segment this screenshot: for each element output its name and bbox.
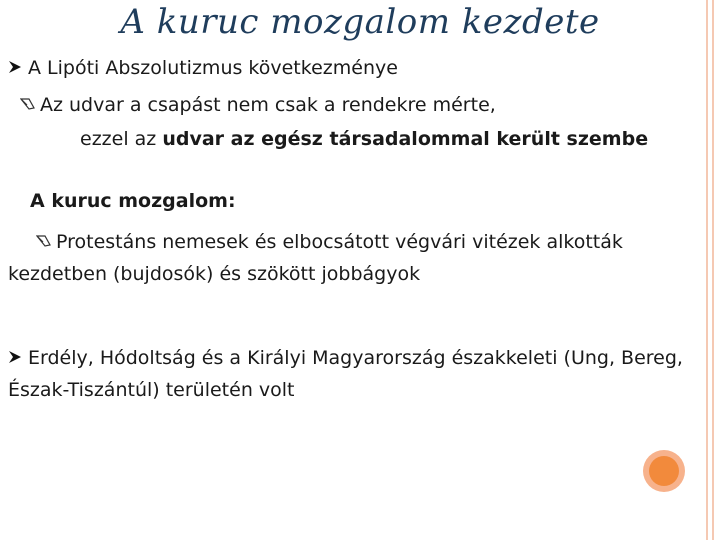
sub-bullet-protestans [36,230,623,254]
bullet-lipoti-text: A Lipóti Abszolutizmus következménye [28,57,398,79]
erdely-cont: Észak-Tiszántúl) területén volt [8,379,295,401]
bullet-erdely-text: Erdély, Hódoltság és a Királyi Magyarország északkeleti (Ung, Bereg, [28,347,683,369]
outline-arrow-bullet-icon [36,230,56,254]
udvar-cont-normal: ezzel az [80,128,163,150]
heading-kuruc: A kuruc mozgalom: [30,190,236,212]
right-border-line [712,0,714,540]
sub-bullet-udvar-text: Az udvar a csapást nem csak a rendekre mérte, [40,94,496,116]
sub-bullet-udvar [20,93,496,117]
protestans-cont: kezdetben (bujdosók) és szökött jobbágyok [8,263,421,285]
left-border-line [706,0,708,540]
bullet-lipoti [8,56,398,80]
decorative-circle-icon [643,450,685,492]
bullet-erdely [8,346,683,370]
outline-arrow-bullet-icon [20,93,40,117]
slide-title: A kuruc mozgalom kezdete [120,2,600,42]
decorative-circle-inner [649,456,679,486]
sub-bullet-udvar-cont [80,127,648,151]
sub-bullet-protestans-text: Protestáns nemesek és elbocsátott végvári vitézek alkották [56,231,623,253]
arrowhead-bullet-icon [8,56,28,80]
arrowhead-bullet-icon [8,346,28,370]
udvar-cont-bold: udvar az egész társadalommal került szembe [162,128,649,150]
